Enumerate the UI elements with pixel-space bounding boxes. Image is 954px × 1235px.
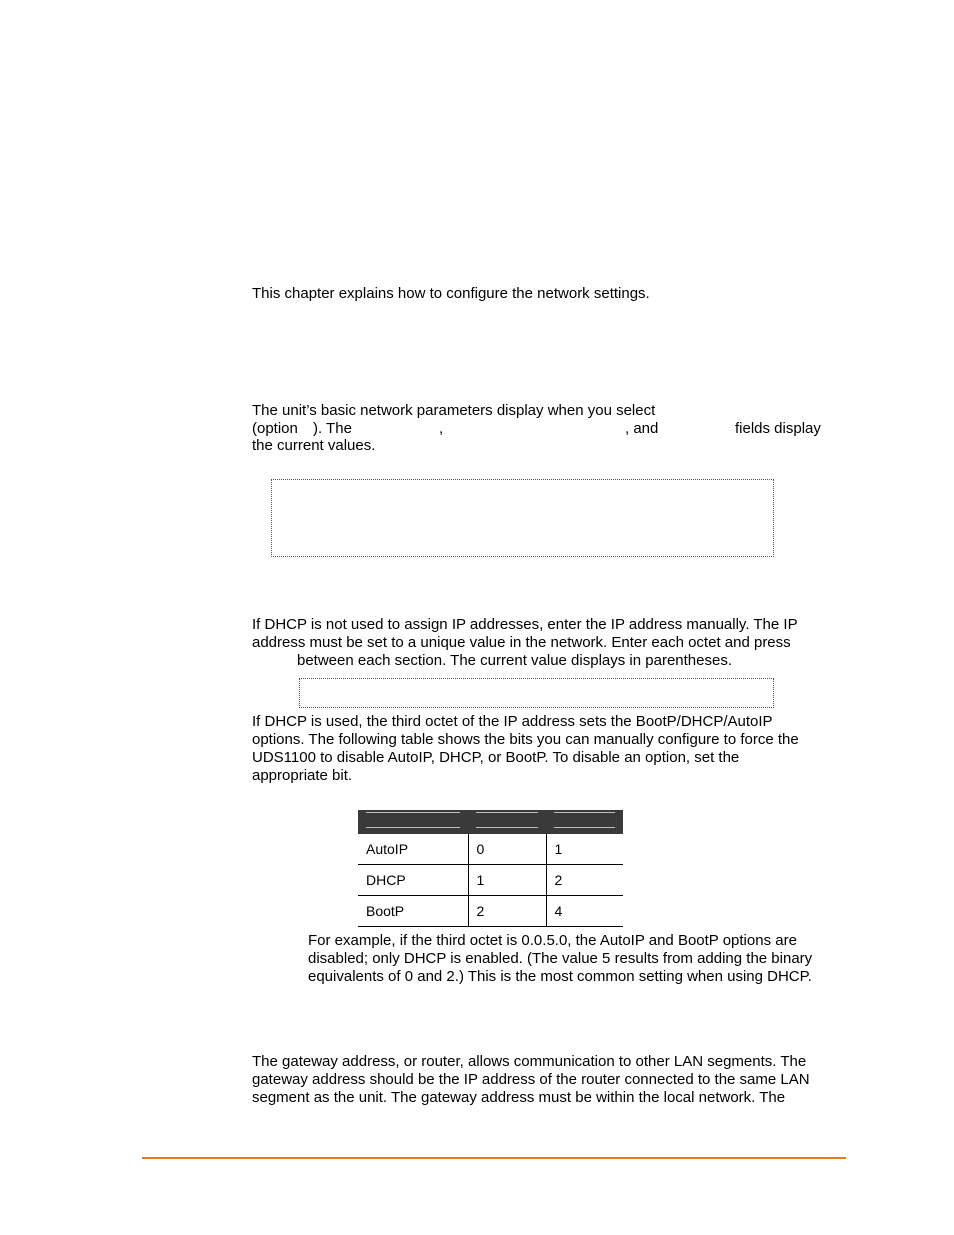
value-cell: 2 bbox=[546, 865, 623, 896]
option-cell: BootP bbox=[358, 896, 468, 927]
ip-address-line-3: between each section. The current value displays in parentheses. bbox=[297, 652, 732, 669]
gateway-line-2: gateway address should be the IP address of the router connected to the same LAN bbox=[252, 1071, 810, 1088]
table-header-cell bbox=[358, 810, 468, 834]
table-row bbox=[358, 896, 623, 927]
dhcp-options-line-4: appropriate bit. bbox=[252, 767, 353, 784]
option-cell: DHCP bbox=[358, 865, 468, 896]
basic-params-line-2a: (option bbox=[252, 420, 298, 437]
example-line-3: equivalents of 0 and 2.) This is the most common setting when using DHCP. bbox=[308, 968, 812, 985]
example-line-1: For example, if the third octet is 0.0.5.0, the AutoIP and BootP options are bbox=[308, 932, 797, 949]
basic-params-line-2e: fields display bbox=[735, 420, 821, 437]
basic-params-line-2b: ). The bbox=[313, 420, 352, 437]
table-header-cell bbox=[468, 810, 546, 834]
value-cell: 4 bbox=[546, 896, 623, 927]
basic-params-line-1: The unit’s basic network parameters display when you select bbox=[252, 402, 656, 419]
value-cell: 1 bbox=[546, 834, 623, 865]
ip-address-prompt-box bbox=[299, 678, 774, 708]
bit-cell: 2 bbox=[468, 896, 546, 927]
table-row bbox=[358, 865, 623, 896]
table-header-cell bbox=[546, 810, 623, 834]
intro-text: This chapter explains how to configure the network settings. bbox=[252, 285, 650, 302]
gateway-line-1: The gateway address, or router, allows communication to other LAN segments. The bbox=[252, 1053, 807, 1070]
dhcp-options-line-3: UDS1100 to disable AutoIP, DHCP, or BootP. To disable an option, set the bbox=[252, 749, 740, 766]
table-header-row bbox=[358, 810, 623, 834]
ip-address-line-1: If DHCP is not used to assign IP addresses, enter the IP address manually. The IP bbox=[252, 616, 798, 633]
gateway-line-3: segment as the unit. The gateway address must be within the local network. The bbox=[252, 1089, 786, 1106]
example-line-2: disabled; only DHCP is enabled. (The value 5 results from adding the binary bbox=[308, 950, 813, 967]
network-settings-screen-box bbox=[271, 479, 774, 557]
bit-cell: 0 bbox=[468, 834, 546, 865]
ip-address-line-2: address must be set to a unique value in the network. Enter each octet and press bbox=[252, 634, 791, 651]
dhcp-options-line-1: If DHCP is used, the third octet of the IP address sets the BootP/DHCP/AutoIP bbox=[252, 713, 773, 730]
table-row bbox=[358, 834, 623, 865]
basic-params-line-2d: , and bbox=[625, 420, 659, 437]
dhcp-options-line-2: options. The following table shows the bits you can manually configure to force the bbox=[252, 731, 799, 748]
footer-rule bbox=[142, 1157, 846, 1159]
option-cell: AutoIP bbox=[358, 834, 468, 865]
basic-params-line-2c: , bbox=[439, 420, 444, 437]
bit-cell: 1 bbox=[468, 865, 546, 896]
bootp-dhcp-autoip-bits-table bbox=[358, 810, 623, 927]
basic-params-line-3: the current values. bbox=[252, 437, 376, 454]
